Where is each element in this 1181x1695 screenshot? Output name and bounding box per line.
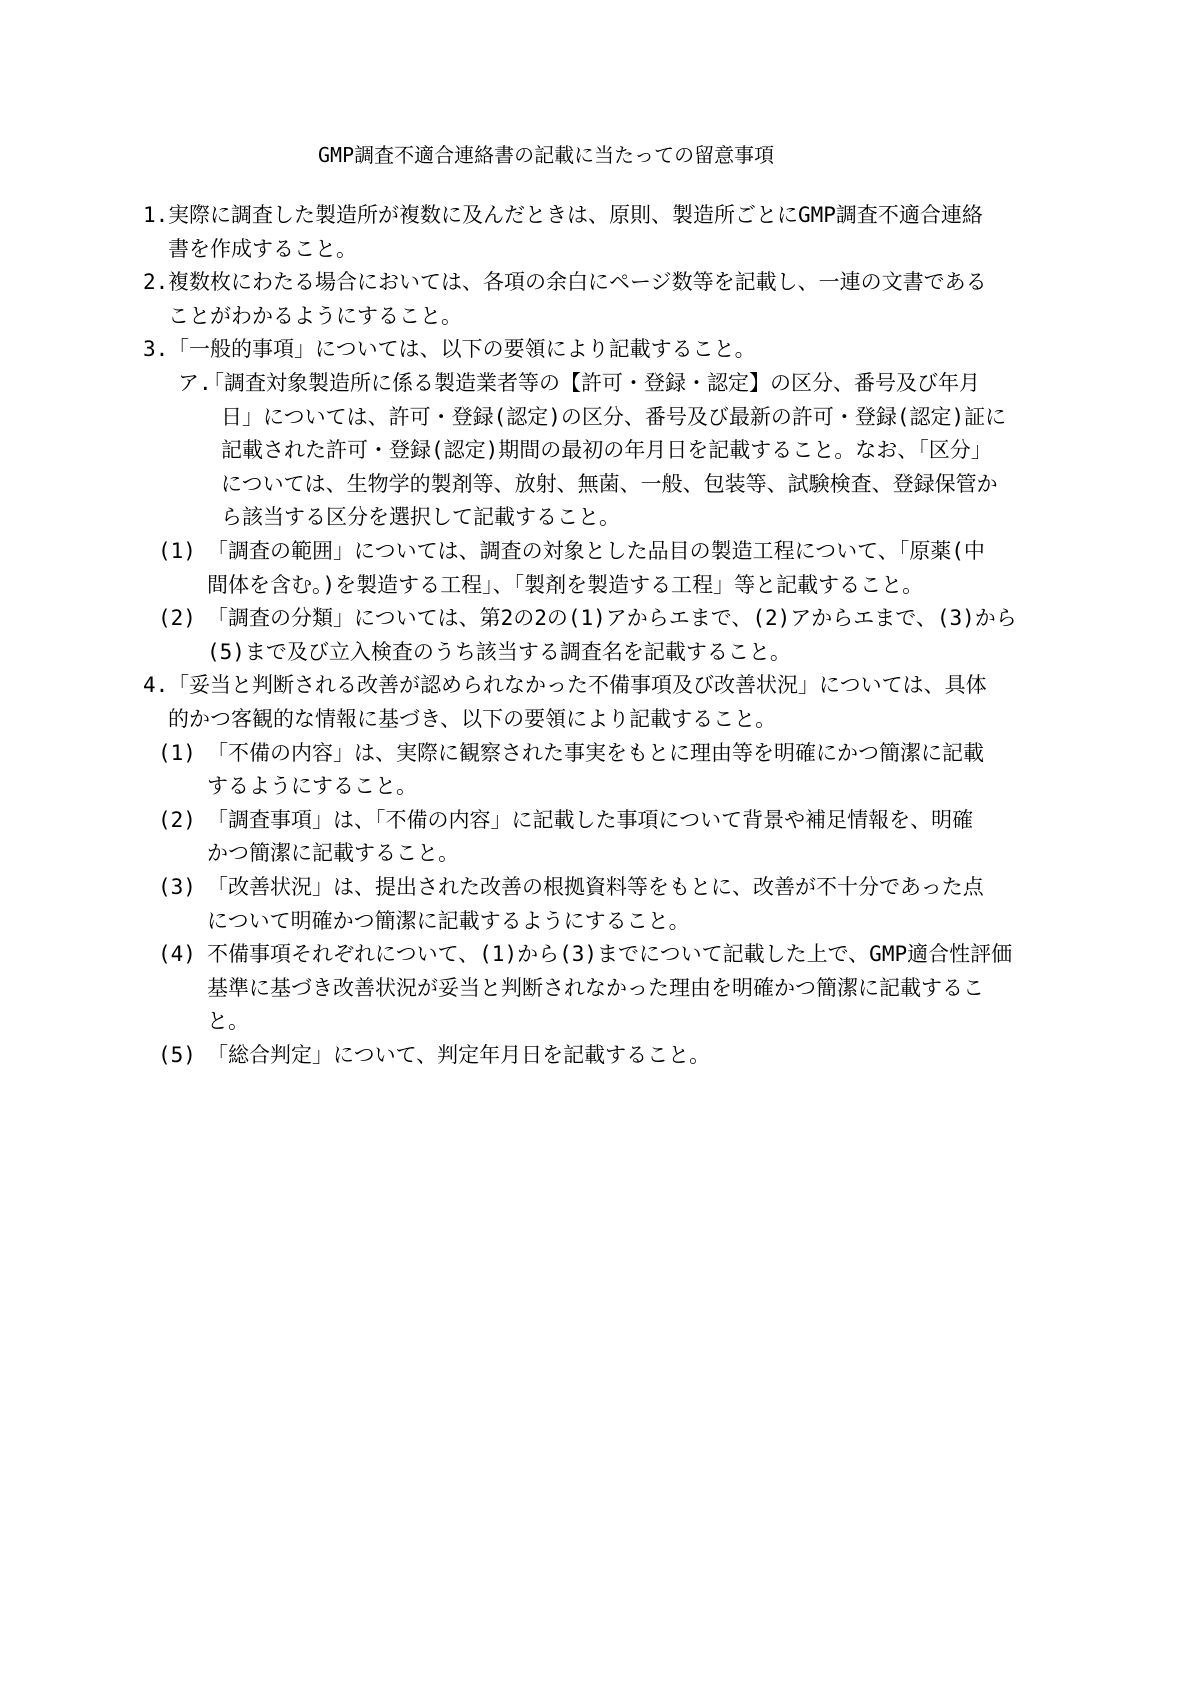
item-text-line: 「一般的事項」については、以下の要領により記載すること。 — [168, 337, 756, 362]
sub-list-item — [0, 400, 1007, 434]
sub-list-item — [0, 769, 958, 803]
item-marker: (5) — [158, 1043, 196, 1067]
item-text-line: するようにすること。 — [207, 774, 417, 799]
item-marker: (2) — [158, 807, 196, 832]
list-item — [0, 299, 958, 333]
item-marker: (2) — [158, 606, 196, 631]
item-text-line: 不備事項それぞれについて、(1)から(3)までについて記載した上で、GMP適合性評価 — [207, 942, 1013, 967]
list-item — [0, 265, 987, 299]
item-text-line: 基準に基づき改善状況が妥当と判断されなかった理由を明確かつ簡潔に記載するこ — [207, 975, 984, 1000]
item-text-line: ら該当する区分を選択して記載すること。 — [221, 505, 620, 530]
item-marker: 4. — [143, 673, 169, 698]
sub-list-item — [0, 568, 958, 602]
item-text-line: について明確かつ簡潔に記載するようにすること。 — [207, 908, 690, 933]
item-text-line: については、生物学的製剤等、放射、無菌、一般、包装等、試験検査、登録保管か — [221, 471, 998, 496]
item-text-line: 「調査の範囲」については、調査の対象とした品目の製造工程について、「原薬(中 — [207, 539, 985, 563]
item-text-line: かつ簡潔に記載すること。 — [207, 841, 459, 866]
sub-list-item — [0, 500, 958, 534]
list-item — [0, 232, 958, 266]
list-item — [0, 668, 987, 702]
sub-list-item — [0, 736, 984, 770]
sub-list-item — [0, 534, 985, 568]
item-text-line: 「調査対象製造所に係る製造業者等の【許可・登録・認定】の区分、番号及び年月 — [203, 371, 980, 395]
item-text-line: 「不備の内容」は、実際に観察された事実をもとに理由等を明確にかつ簡潔に記載 — [207, 740, 984, 765]
item-text-line: ことがわかるようにすること。 — [168, 303, 462, 328]
item-marker: (1) — [158, 740, 196, 765]
item-text-line: 記載された許可・登録(認定)期間の最初の年月日を記載すること。なお、「区分」 — [221, 438, 992, 463]
item-text-line: 「改善状況」は、提出された改善の根拠資料等をもとに、改善が不十分であった点 — [207, 875, 984, 899]
item-text-line: 「調査の分類」については、第2の2の(1)アからエまで、(2)アからエまで、(3)から — [207, 606, 1017, 631]
sub-list-item — [0, 601, 1017, 635]
document-title: GMP調査不適合連絡書の記載に当たっての留意事項 — [318, 143, 775, 167]
item-text-line: 「調査事項」は、「不備の内容」に記載した事項について背景や補足情報を、明確 — [207, 807, 974, 832]
sub-list-item — [0, 904, 958, 938]
list-item — [0, 198, 983, 232]
item-marker: 3. — [143, 337, 169, 362]
sub-list-item — [0, 1004, 958, 1038]
item-marker: (3) — [158, 875, 196, 899]
sub-list-item — [0, 433, 992, 467]
item-text-line: 日」については、許可・登録(認定)の区分、番号及び最新の許可・登録(認定)証に — [221, 404, 1007, 429]
item-marker: (4) — [158, 942, 196, 967]
sub-list-item — [0, 635, 958, 669]
item-text-line: 複数枚にわたる場合においては、各項の余白にページ数等を記載し、一連の文書である — [168, 270, 987, 295]
sub-list-item — [0, 467, 998, 501]
item-marker: 2. — [143, 270, 169, 295]
sub-list-item — [0, 1038, 958, 1072]
sub-list-item — [0, 836, 958, 870]
sub-list-item — [0, 803, 974, 837]
sub-list-item — [0, 366, 980, 400]
item-text-line: 実際に調査した製造所が複数に及んだときは、原則、製造所ごとにGMP調査不適合連絡 — [168, 203, 983, 227]
list-item — [0, 702, 958, 736]
sub-list-item — [0, 971, 984, 1005]
item-marker: 1. — [143, 203, 169, 227]
list-item — [0, 332, 958, 366]
sub-list-item — [0, 937, 1013, 971]
item-marker: (1) — [158, 539, 196, 563]
item-text-line: 「総合判定」について、判定年月日を記載すること。 — [207, 1043, 711, 1067]
item-marker: ア. — [178, 371, 212, 395]
item-text-line: 「妥当と判断される改善が認められなかった不備事項及び改善状況」については、具体 — [168, 673, 987, 698]
item-text-line: と。 — [207, 1009, 249, 1034]
item-text-line: 間体を含む。)を製造する工程」、「製剤を製造する工程」等と記載すること。 — [207, 572, 924, 597]
item-text-line: 書を作成すること。 — [168, 236, 357, 261]
item-text-line: 的かつ客観的な情報に基づき、以下の要領により記載すること。 — [168, 707, 777, 731]
item-text-line: (5)まで及び立入検査のうち該当する調査名を記載すること。 — [207, 639, 791, 664]
sub-list-item — [0, 870, 984, 904]
